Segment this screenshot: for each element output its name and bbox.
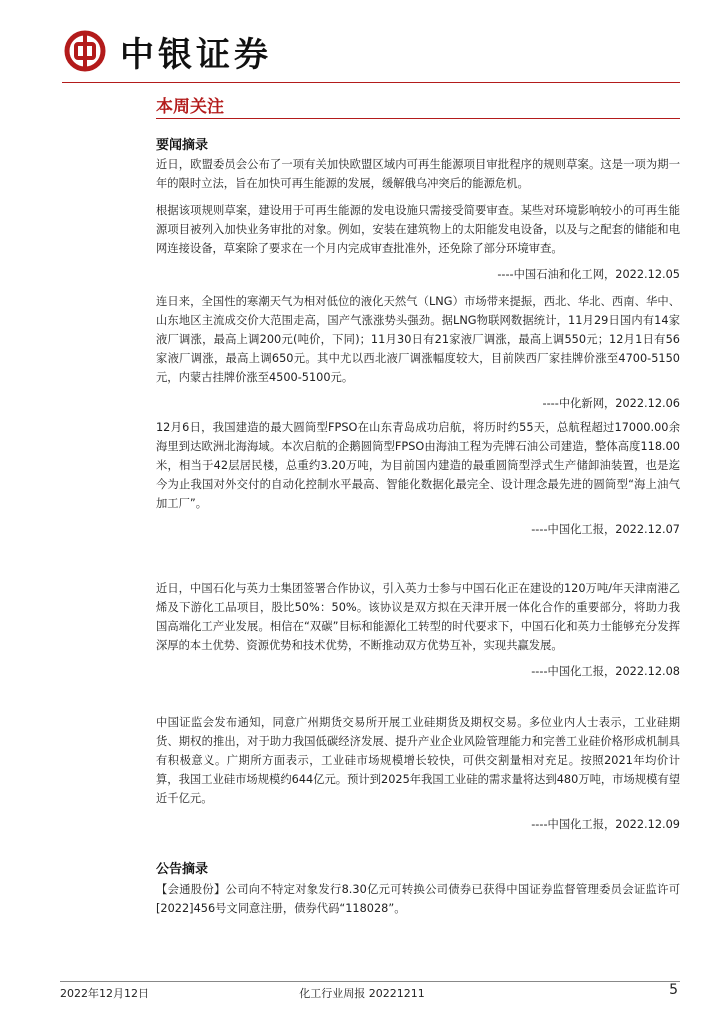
header-divider xyxy=(62,82,680,83)
section-divider xyxy=(156,118,680,119)
news-source: ----中国化工报，2022.12.08 xyxy=(531,665,680,678)
news-paragraph: 近日，中国石化与英力士集团签署合作协议，引入英力士参与中国石化正在建设的120万吨/年天津南港乙烯及下游化工品项目，股比50%：50%。该协议是双方拟在天津开展一体化合作的重要部分，将助力我国高端化工产业发展。相信在“双碳”目标和能源化工转型的时代要求下，中国石化和英力士能够充分发挥深厚的本土优势、资源优势和技术优势，不断推动双方优势互补，实现共赢发展。 xyxy=(156,582,680,652)
news-item xyxy=(156,418,680,537)
news-source: ----中国化工报，2022.12.09 xyxy=(531,818,680,831)
news-item xyxy=(156,713,680,832)
news-paragraph: 近日，欧盟委员会公布了一项有关加快欧盟区域内可再生能源项目审批程序的规则草案。这是一项为期一年的限时立法，旨在加快可再生能源的发展，缓解俄乌冲突后的能源危机。 xyxy=(156,158,680,190)
footer-report-title: 化工行业周报 20221211 xyxy=(299,987,425,1000)
news-item xyxy=(156,579,680,679)
announcement-item xyxy=(156,880,680,918)
news-source: ----中化新网，2022.12.06 xyxy=(542,397,680,410)
news-paragraph: 根据该项规则草案，建设用于可再生能源的发电设施只需接受简要审查。某些对环境影响较小的可再生能源项目被列入加快业务审批的对象。例如，安装在建筑物上的太阳能发电设备，以及与之配套的储能和电网连接设备，草案除了要求在一个月内完成审查批准外，还免除了部分环境审查。 xyxy=(156,204,680,255)
news-source: ----中国石油和化工网，2022.12.05 xyxy=(497,268,680,281)
page-header xyxy=(64,26,272,76)
announcement-paragraph: 【会通股份】公司向不特定对象发行8.30亿元可转换公司债券已获得中国证券监督管理委员会证监许可[2022]456号文同意注册，债券代码“118028”。 xyxy=(156,883,680,915)
brand-name: 中银证券 xyxy=(120,34,272,75)
news-item xyxy=(156,155,680,282)
news-paragraph: 中国证监会发布通知，同意广州期货交易所开展工业硅期货及期权交易。多位业内人士表示，工业硅期货、期权的推出，对于助力我国低碳经济发展、提升产业企业风险管理能力和完善工业硅价格形成机制具有积极意义。广期所方面表示，工业硅市场规模增长较快，可供交割量相对充足。按照2021年均价计算，我国工业硅市场规模约644亿元。预计到2025年我国工业硅的需求量将达到480万吨，市场规模有望近千亿元。 xyxy=(156,716,680,805)
announcements-heading: 公告摘录 xyxy=(156,862,209,877)
page-number: 5 xyxy=(669,982,678,998)
footer-date: 2022年12月12日 xyxy=(60,987,149,1000)
section-title: 本周关注 xyxy=(156,97,224,117)
news-paragraph: 12月6日，我国建造的最大圆筒型FPSO在山东青岛成功启航，将历时约55天，总航程超过17000.00余海里到达欧洲北海海域。本次启航的企鹅圆筒型FPSO由海油工程为壳牌石油公司建造，整体高度118.00米，相当于42层居民楼，总重约3.20万吨，为目前国内建造的最重圆筒型浮式生产储卸油装置，也是迄今为止我国对外交付的自动化控制水平最高、智能化数据化最完全、设计理念最先进的圆筒型“海上油气加工厂”。 xyxy=(156,421,680,510)
bank-of-china-logo-icon xyxy=(64,30,106,72)
news-source: ----中国化工报，2022.12.07 xyxy=(531,523,680,536)
footer-divider xyxy=(60,981,680,982)
news-heading: 要闻摘录 xyxy=(156,138,209,153)
news-paragraph: 连日来，全国性的寒潮天气为相对低位的液化天然气（LNG）市场带来提振，西北、华北、西南、华中、山东地区主流成交价大范围走高，国产气涨涨势头强劲。据LNG物联网数据统计，11月29日国内有14家液厂调涨，最高上调200元(吨价，下同)；11月30日有21家液厂调涨，最高上调550元；12月1日有56家液厂调涨，最高上调650元。其中尤以西北液厂调涨幅度较大，目前陕西厂家挂牌价涨至4700-5150元，内蒙古挂牌价涨至4500-5100元。 xyxy=(156,295,680,384)
news-item xyxy=(156,292,680,411)
